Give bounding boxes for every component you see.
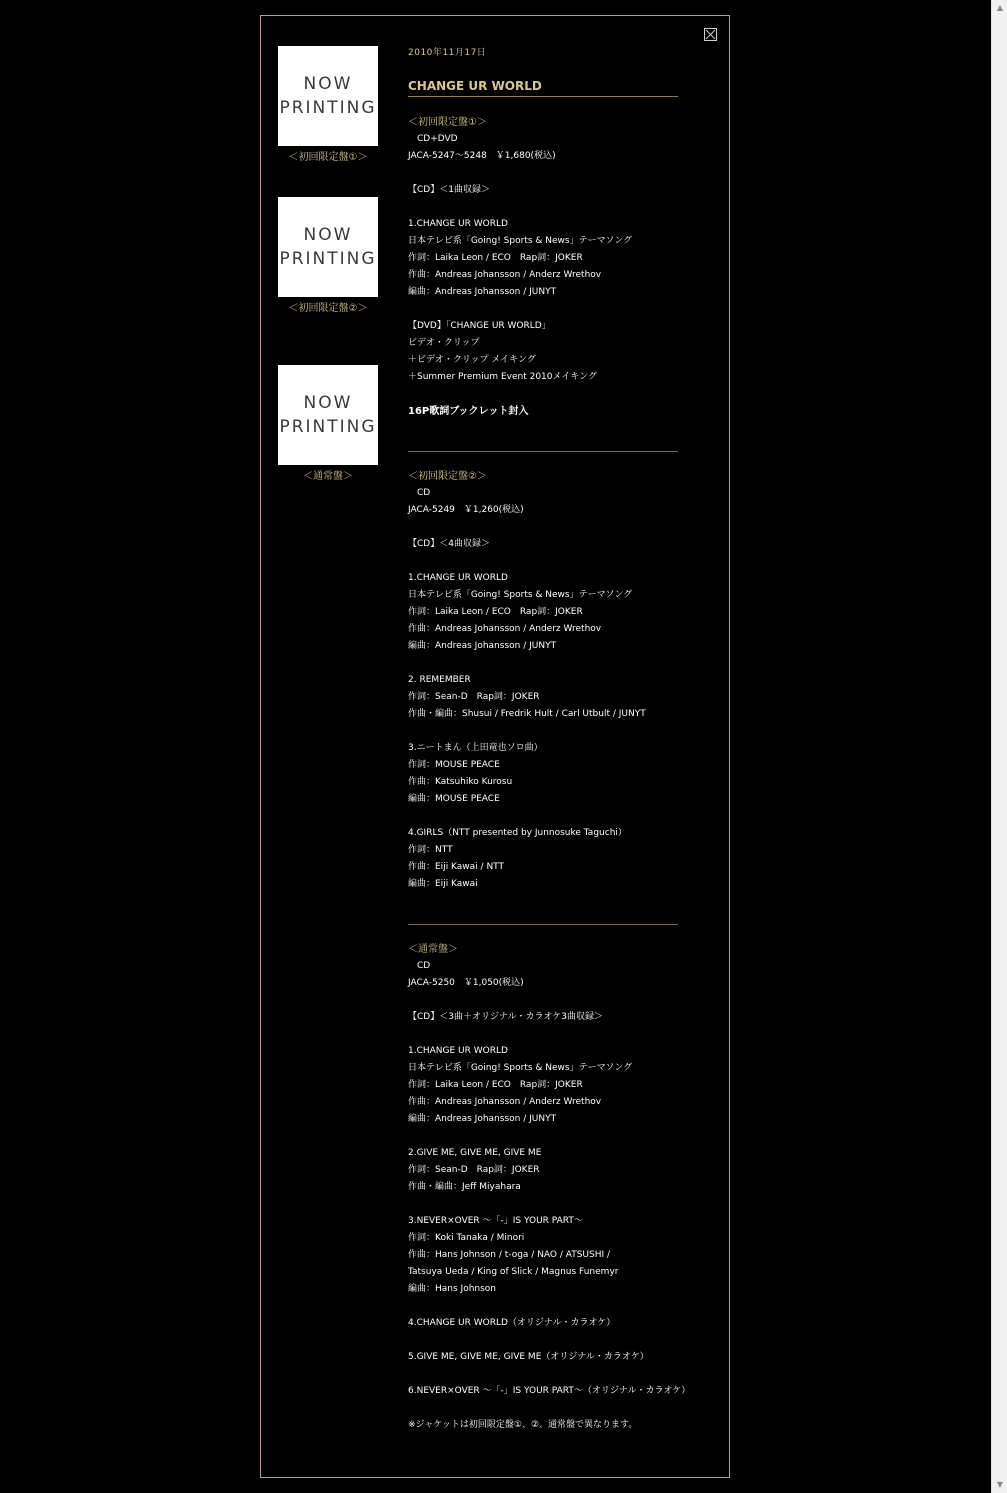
jacket-art-line2: PRINTING: [279, 98, 377, 118]
text-line: ※ジャケットは初回限定盤①、②、通常盤で異なります。: [408, 1420, 638, 1430]
close-icon: [705, 29, 716, 40]
text-line: 編曲：Andreas Johansson / JUNYT: [408, 641, 557, 651]
text-line: 編曲：Andreas Johansson / JUNYT: [408, 1114, 557, 1124]
release-title: CHANGE UR WORLD: [408, 79, 678, 97]
text-line: [408, 1196, 708, 1213]
text-line: 作詞：Laika Leon / ECO Rap詞：JOKER: [408, 607, 583, 617]
text-line: [408, 386, 708, 403]
text-line: JACA-5249 ￥1,260(税込): [408, 505, 524, 515]
text-line: 【CD】＜3曲＋オリジナル・カラオケ3曲収録＞: [408, 1012, 604, 1022]
text-line: 日本テレビ系「Going! Sports & News」テーマソング: [408, 236, 633, 246]
text-line: ＋Summer Premium Event 2010メイキング: [408, 372, 598, 382]
section-lines: [408, 485, 708, 893]
text-line: [408, 1400, 708, 1417]
close-button[interactable]: [704, 28, 717, 41]
text-line: JACA-5250 ￥1,050(税込): [408, 978, 524, 988]
jacket-limited-1[interactable]: [278, 46, 378, 163]
section-label: ＜通常盤＞: [408, 944, 458, 955]
jacket-art-line2: PRINTING: [279, 249, 377, 269]
jacket-art-line2: PRINTING: [279, 417, 377, 437]
jacket-image-now-printing: [278, 197, 378, 297]
text-line: [408, 301, 708, 318]
text-line: 作詞：Laika Leon / ECO Rap詞：JOKER: [408, 1080, 583, 1090]
text-line: [408, 723, 708, 740]
text-line: 作曲：Andreas Johansson / Anderz Wrethov: [408, 270, 602, 280]
text-line: 作詞：NTT: [408, 845, 453, 855]
text-line: 作曲・編曲：Shusui / Fredrik Hult / Carl Utbult / JUNYT: [408, 709, 646, 719]
text-line: 作詞：Sean-D Rap詞：JOKER: [408, 1165, 540, 1175]
text-line: [408, 1128, 708, 1145]
text-line: 編曲：MOUSE PEACE: [408, 794, 500, 804]
text-line: 作詞：Koki Tanaka / Minori: [408, 1233, 525, 1243]
text-line: 3.NEVER×OVER ～「-」IS YOUR PART～: [408, 1216, 583, 1226]
text-line: 2. REMEMBER: [408, 675, 471, 685]
jacket-image-now-printing: [278, 365, 378, 465]
section-limited-1: [408, 114, 708, 420]
text-line: CD+DVD: [408, 134, 458, 144]
jacket-caption: ＜初回限定盤①＞: [288, 152, 368, 163]
text-line: [408, 1332, 708, 1349]
section-divider: [408, 451, 678, 452]
text-line: [408, 992, 708, 1009]
text-line: 1.CHANGE UR WORLD: [408, 1046, 508, 1056]
text-line: 2.GIVE ME, GIVE ME, GIVE ME: [408, 1148, 542, 1158]
text-line: 作曲・編曲：Jeff Miyahara: [408, 1182, 521, 1192]
jacket-caption: ＜通常盤＞: [303, 471, 353, 482]
text-line: 作曲：Andreas Johansson / Anderz Wrethov: [408, 1097, 602, 1107]
text-line: JACA-5247～5248 ￥1,680(税込): [408, 151, 556, 161]
text-line: [408, 519, 708, 536]
text-line: 4.GIRLS（NTT presented by Junnosuke Taguchi）: [408, 828, 627, 838]
text-line: [408, 1298, 708, 1315]
jacket-art-line1: NOW: [303, 74, 353, 94]
text-line: 1.CHANGE UR WORLD: [408, 219, 508, 229]
text-line: Tatsuya Ueda / King of Slick / Magnus Funemyr: [408, 1267, 619, 1277]
text-line: 日本テレビ系「Going! Sports & News」テーマソング: [408, 590, 633, 600]
release-content: [408, 47, 708, 1434]
text-line: [408, 655, 708, 672]
text-line: 作曲：Hans Johnson / t-oga / NAO / ATSUSHI /: [408, 1250, 611, 1260]
text-line: 作詞：MOUSE PEACE: [408, 760, 500, 770]
vertical-scrollbar[interactable]: [991, 0, 1007, 1493]
jacket-image-now-printing: [278, 46, 378, 146]
section-label: ＜初回限定盤①＞: [408, 117, 487, 128]
booklet-note: 16P歌詞ブックレット封入: [408, 406, 529, 417]
text-line: 作曲：Andreas Johansson / Anderz Wrethov: [408, 624, 602, 634]
scroll-up-arrow-icon[interactable]: ▲: [996, 3, 1004, 12]
scroll-down-arrow-icon[interactable]: ▼: [996, 1480, 1004, 1489]
text-line: 編曲：Hans Johnson: [408, 1284, 497, 1294]
jacket-regular[interactable]: [278, 365, 378, 482]
text-line: 編曲：Andreas Johansson / JUNYT: [408, 287, 557, 297]
text-line: ＋ビデオ・クリップ メイキング: [408, 355, 536, 365]
jacket-art-line1: NOW: [303, 225, 353, 245]
text-line: [408, 165, 708, 182]
text-line: [408, 808, 708, 825]
text-line: 作曲：Katsuhiko Kurosu: [408, 777, 513, 787]
release-panel: [260, 15, 730, 1478]
section-lines: [408, 958, 708, 1434]
section-limited-2: [408, 468, 708, 893]
jacket-limited-2[interactable]: [278, 197, 378, 314]
text-line: CD: [408, 961, 431, 971]
text-line: 作詞：Laika Leon / ECO Rap詞：JOKER: [408, 253, 583, 263]
section-regular: [408, 941, 708, 1434]
text-line: [408, 1366, 708, 1383]
text-line: 編曲：Eiji Kawai: [408, 879, 478, 889]
section-divider: [408, 924, 678, 925]
text-line: 6.NEVER×OVER ～「-」IS YOUR PART～（オリジナル・カラオケ）: [408, 1386, 691, 1396]
jacket-art-line1: NOW: [303, 393, 353, 413]
text-line: [408, 1026, 708, 1043]
text-line: 日本テレビ系「Going! Sports & News」テーマソング: [408, 1063, 633, 1073]
release-date: 2010年11月17日: [408, 48, 487, 58]
text-line: ビデオ・クリップ: [408, 338, 480, 348]
text-line: CD: [408, 488, 431, 498]
text-line: 5.GIVE ME, GIVE ME, GIVE ME（オリジナル・カラオケ）: [408, 1352, 649, 1362]
text-line: 【DVD】「CHANGE UR WORLD」: [408, 321, 551, 331]
text-line: 【CD】＜4曲収録＞: [408, 539, 490, 549]
text-line: [408, 199, 708, 216]
section-label: ＜初回限定盤②＞: [408, 471, 487, 482]
text-line: 【CD】＜1曲収録＞: [408, 185, 490, 195]
jacket-caption: ＜初回限定盤②＞: [288, 303, 368, 314]
text-line: 1.CHANGE UR WORLD: [408, 573, 508, 583]
text-line: 3.ニートまん（上田竜也ソロ曲）: [408, 743, 543, 753]
text-line: 作曲：Eiji Kawai / NTT: [408, 862, 505, 872]
section-lines: [408, 131, 708, 403]
text-line: [408, 553, 708, 570]
text-line: 4.CHANGE UR WORLD（オリジナル・カラオケ）: [408, 1318, 616, 1328]
text-line: 作詞：Sean-D Rap詞：JOKER: [408, 692, 540, 702]
